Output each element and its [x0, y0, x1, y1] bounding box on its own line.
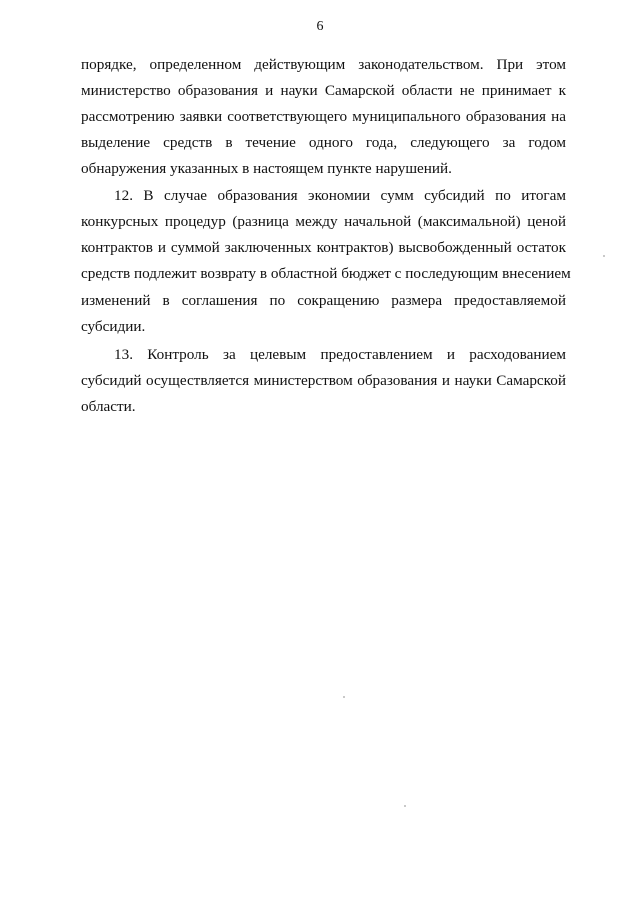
text-line: изменений в соглашения по сокращению размера предоставляемой [81, 292, 566, 309]
text-line: конкурсных процедур (разница между начальной (максимальной) ценой [81, 213, 566, 230]
text-line: обнаружения указанных в настоящем пункте нарушений. [81, 160, 452, 177]
scan-speck [603, 255, 605, 257]
page-number: 6 [316, 19, 324, 34]
text-line: порядке, определенном действующим законодательством. При этом [81, 56, 566, 73]
scan-speck [343, 696, 345, 698]
text-line: субсидий осуществляется министерством образования и науки Самарской [81, 372, 566, 389]
text-line: средств подлежит возврату в областной бюджет с последующим внесением [81, 265, 571, 282]
text-line: выделение средств в течение одного года, следующего за годом [81, 134, 566, 151]
text-line: субсидии. [81, 318, 146, 335]
text-line: контрактов и суммой заключенных контрактов) высвобожденный остаток [81, 239, 566, 256]
text-line: 12. В случае образования экономии сумм субсидий по итогам [114, 187, 566, 204]
text-line: области. [81, 398, 136, 415]
text-line: 13. Контроль за целевым предоставлением и расходованием [114, 346, 566, 363]
scan-speck [404, 805, 406, 807]
text-line: министерство образования и науки Самарской области не принимает к [81, 82, 566, 99]
text-line: рассмотрению заявки соответствующего муниципального образования на [81, 108, 566, 125]
